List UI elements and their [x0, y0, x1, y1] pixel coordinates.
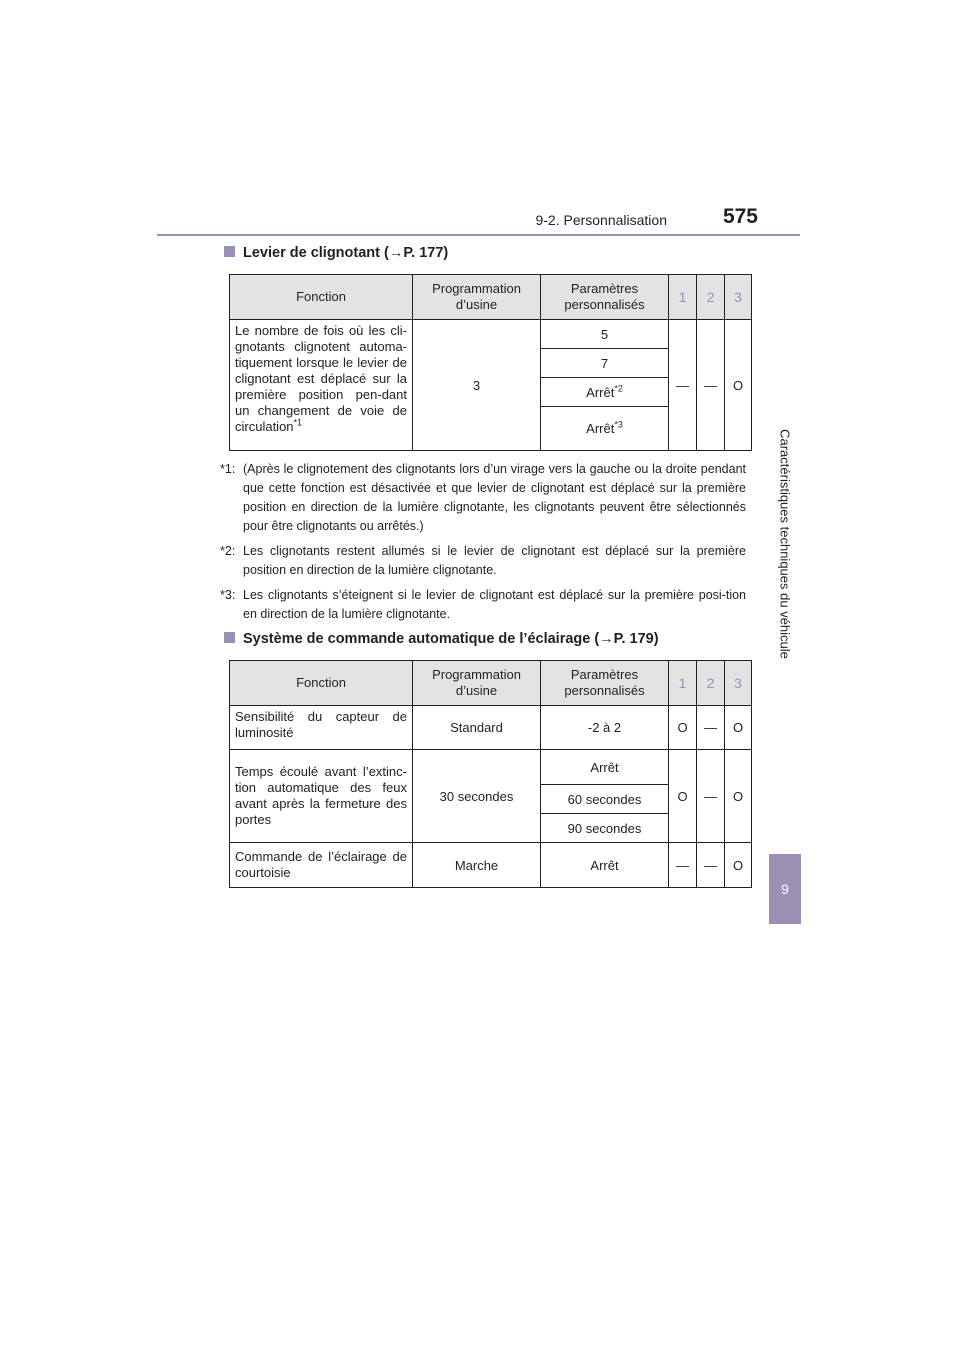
levier-table [229, 274, 752, 451]
chapter-number: 9 [769, 854, 801, 924]
default-cell: 30 secondes [413, 750, 541, 843]
mark-cell: O [725, 706, 752, 750]
header-col-2 [697, 661, 725, 706]
chapter-title: Caractéristiques techniques du véhicule [777, 429, 793, 659]
section-heading-text: Levier de clignotant (→P. 177) [243, 245, 449, 261]
circled-number-icon: 1 [678, 288, 687, 305]
mark-cell: O [669, 706, 697, 750]
eclairage-table [229, 660, 752, 888]
function-cell: Le nombre de fois où les cli-gnotants clignotent automa-tiquement lorsque le levier de clignotant est déplacé sur la première position pen-dant un changement de voie de circulation$^{*1}$ [230, 320, 413, 451]
mark-cell: — [669, 843, 697, 888]
option-cell: -2 à 2 [541, 706, 669, 750]
square-bullet-icon [224, 246, 235, 257]
table-header-row [230, 661, 752, 706]
option-cell: Arrêt$^{*3}$ [541, 407, 669, 451]
mark-cell: — [697, 750, 725, 843]
function-cell: Commande de l’éclairage de courtoisie [230, 843, 413, 888]
option-cell: Arrêt$^{*2}$ [541, 378, 669, 407]
header-col-1 [669, 661, 697, 706]
table-row [230, 750, 752, 785]
option-cell: 90 secondes [541, 814, 669, 843]
default-cell: 3 [413, 320, 541, 451]
mark-cell: O [669, 750, 697, 843]
header-parametres: Paramètres personnalisés [541, 661, 669, 706]
circled-number-icon: 1 [678, 674, 687, 691]
header-fonction: Fonction [230, 661, 413, 706]
page-header [157, 202, 800, 236]
section-heading-eclairage [224, 631, 659, 647]
header-programmation: Programmation d’usine [413, 661, 541, 706]
table-row [230, 843, 752, 888]
default-cell: Marche [413, 843, 541, 888]
mark-cell: — [697, 320, 725, 451]
table-header-row [230, 275, 752, 320]
section-title: 9-2. Personnalisation [535, 212, 667, 228]
circled-number-icon: 3 [734, 288, 742, 305]
mark-cell: O [725, 750, 752, 843]
circled-number-icon: 3 [734, 674, 742, 691]
header-col-3 [725, 661, 752, 706]
function-cell: Sensibilité du capteur de luminosité [230, 706, 413, 750]
default-cell: Standard [413, 706, 541, 750]
header-programmation: Programmation d’usine [413, 275, 541, 320]
table-row [230, 320, 752, 349]
circled-number-icon: 2 [706, 674, 715, 691]
footnote: *3: Les clignotants s’éteignent si le levier de clignotant est déplacé sur la première posi-tion en direction de la lumière clignotante. [220, 588, 746, 621]
header-parametres: Paramètres personnalisés [541, 275, 669, 320]
header-col-3 [725, 275, 752, 320]
table-row [230, 706, 752, 750]
footnote: *2: Les clignotants restent allumés si le levier de clignotant est déplacé sur la première position en direction de la lumière clignotante. [220, 544, 746, 577]
mark-cell: — [697, 706, 725, 750]
mark-cell: — [697, 843, 725, 888]
footnotes [220, 460, 746, 630]
option-cell: 7 [541, 349, 669, 378]
option-cell: Arrêt [541, 750, 669, 785]
mark-cell: O [725, 320, 752, 451]
option-cell: 60 secondes [541, 785, 669, 814]
function-cell: Temps écoulé avant l’extinc-tion automatique des feux avant après la fermeture des portes [230, 750, 413, 843]
option-cell: 5 [541, 320, 669, 349]
option-cell: Arrêt [541, 843, 669, 888]
header-col-2 [697, 275, 725, 320]
mark-cell: — [669, 320, 697, 451]
square-bullet-icon [224, 632, 235, 643]
footnote: *1: (Après le clignotement des clignotants lors d’un virage vers la gauche ou la droite pendant que cette fonction est désactivée et que levier de clignotant est déplacé sur la première position en direction de la lumière clignotante, les clignotants peuvent être sélectionnés pour être clignotants ou arrêtés.) [220, 462, 746, 533]
page-number: 575 [722, 205, 758, 228]
header-fonction: Fonction [230, 275, 413, 320]
section-heading-text: Système de commande automatique de l’éclairage (→P. 179) [243, 631, 659, 647]
mark-cell: O [725, 843, 752, 888]
section-heading-levier [224, 245, 448, 261]
chapter-side-tab [769, 234, 801, 924]
circled-number-icon: 2 [706, 288, 715, 305]
header-col-1 [669, 275, 697, 320]
